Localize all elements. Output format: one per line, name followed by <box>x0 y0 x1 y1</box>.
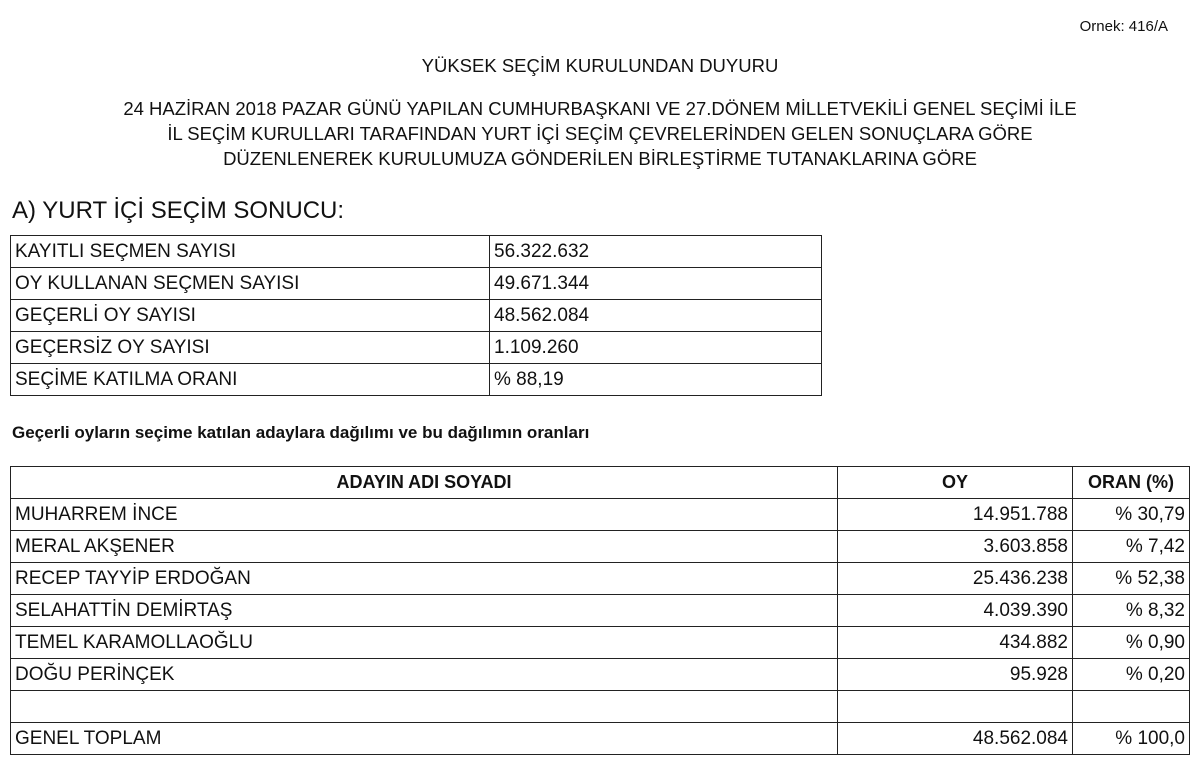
summary-label: OY KULLANAN SEÇMEN SAYISI <box>11 268 490 300</box>
summary-label: KAYITLI SEÇMEN SAYISI <box>11 236 490 268</box>
table-row <box>11 499 1190 531</box>
table-row <box>11 659 1190 691</box>
header-votes: OY <box>838 467 1073 499</box>
description-line: 24 HAZİRAN 2018 PAZAR GÜNÜ YAPILAN CUMHURBAŞKANI VE 27.DÖNEM MİLLETVEKİLİ GENEL SEÇİMİ İLE <box>123 98 1077 119</box>
table-row <box>11 300 822 332</box>
candidate-ratio <box>1073 691 1190 723</box>
table-row-empty <box>11 691 1190 723</box>
table-row-total <box>11 723 1190 755</box>
summary-label: SEÇİME KATILMA ORANI <box>11 364 490 396</box>
table-row <box>11 563 1190 595</box>
table-row <box>11 268 822 300</box>
candidate-ratio: % 52,38 <box>1073 563 1190 595</box>
table-row <box>11 236 822 268</box>
candidate-votes: 25.436.238 <box>838 563 1073 595</box>
candidate-votes: 4.039.390 <box>838 595 1073 627</box>
announcement-title: YÜKSEK SEÇİM KURULUNDAN DUYURU <box>421 55 779 76</box>
form-code: Ornek: 416/A <box>1079 18 1168 35</box>
total-label: GENEL TOPLAM <box>11 723 838 755</box>
candidate-votes: 3.603.858 <box>838 531 1073 563</box>
candidate-ratio: % 30,79 <box>1073 499 1190 531</box>
summary-value: 56.322.632 <box>490 236 822 268</box>
summary-label: GEÇERSİZ OY SAYISI <box>11 332 490 364</box>
candidate-votes: 434.882 <box>838 627 1073 659</box>
summary-value: 49.671.344 <box>490 268 822 300</box>
announcement-description <box>0 96 1200 171</box>
summary-value: 48.562.084 <box>490 300 822 332</box>
table-row <box>11 627 1190 659</box>
description-line: İL SEÇİM KURULLARI TARAFINDAN YURT İÇİ SEÇİM ÇEVRELERİNDEN GELEN SONUÇLARA GÖRE <box>167 123 1033 144</box>
candidate-name: RECEP TAYYİP ERDOĞAN <box>11 563 838 595</box>
candidate-ratio: % 7,42 <box>1073 531 1190 563</box>
candidate-ratio: % 8,32 <box>1073 595 1190 627</box>
table-row <box>11 531 1190 563</box>
candidate-ratio: % 0,20 <box>1073 659 1190 691</box>
summary-value: 1.109.260 <box>490 332 822 364</box>
summary-label: GEÇERLİ OY SAYISI <box>11 300 490 332</box>
header-name: ADAYIN ADI SOYADI <box>11 467 838 499</box>
distribution-title: Geçerli oyların seçime katılan adaylara dağılımı ve bu dağılımın oranları <box>12 423 590 442</box>
total-votes: 48.562.084 <box>838 723 1073 755</box>
total-ratio: % 100,0 <box>1073 723 1190 755</box>
candidate-name: SELAHATTİN DEMİRTAŞ <box>11 595 838 627</box>
results-table <box>10 466 1190 755</box>
table-row <box>11 332 822 364</box>
candidate-ratio: % 0,90 <box>1073 627 1190 659</box>
header-ratio: ORAN (%) <box>1073 467 1190 499</box>
candidate-votes: 95.928 <box>838 659 1073 691</box>
table-row <box>11 595 1190 627</box>
table-header-row <box>11 467 1190 499</box>
candidate-votes: 14.951.788 <box>838 499 1073 531</box>
summary-value: % 88,19 <box>490 364 822 396</box>
candidate-name: TEMEL KARAMOLLAOĞLU <box>11 627 838 659</box>
candidate-name: MERAL AKŞENER <box>11 531 838 563</box>
summary-table <box>10 235 822 396</box>
description-line: DÜZENLENEREK KURULUMUZA GÖNDERİLEN BİRLEŞTİRME TUTANAKLARINA GÖRE <box>223 148 977 169</box>
candidate-votes <box>838 691 1073 723</box>
candidate-name <box>11 691 838 723</box>
section-title: A) YURT İÇİ SEÇİM SONUCU: <box>12 197 345 224</box>
candidate-name: MUHARREM İNCE <box>11 499 838 531</box>
candidate-name: DOĞU PERİNÇEK <box>11 659 838 691</box>
table-row <box>11 364 822 396</box>
